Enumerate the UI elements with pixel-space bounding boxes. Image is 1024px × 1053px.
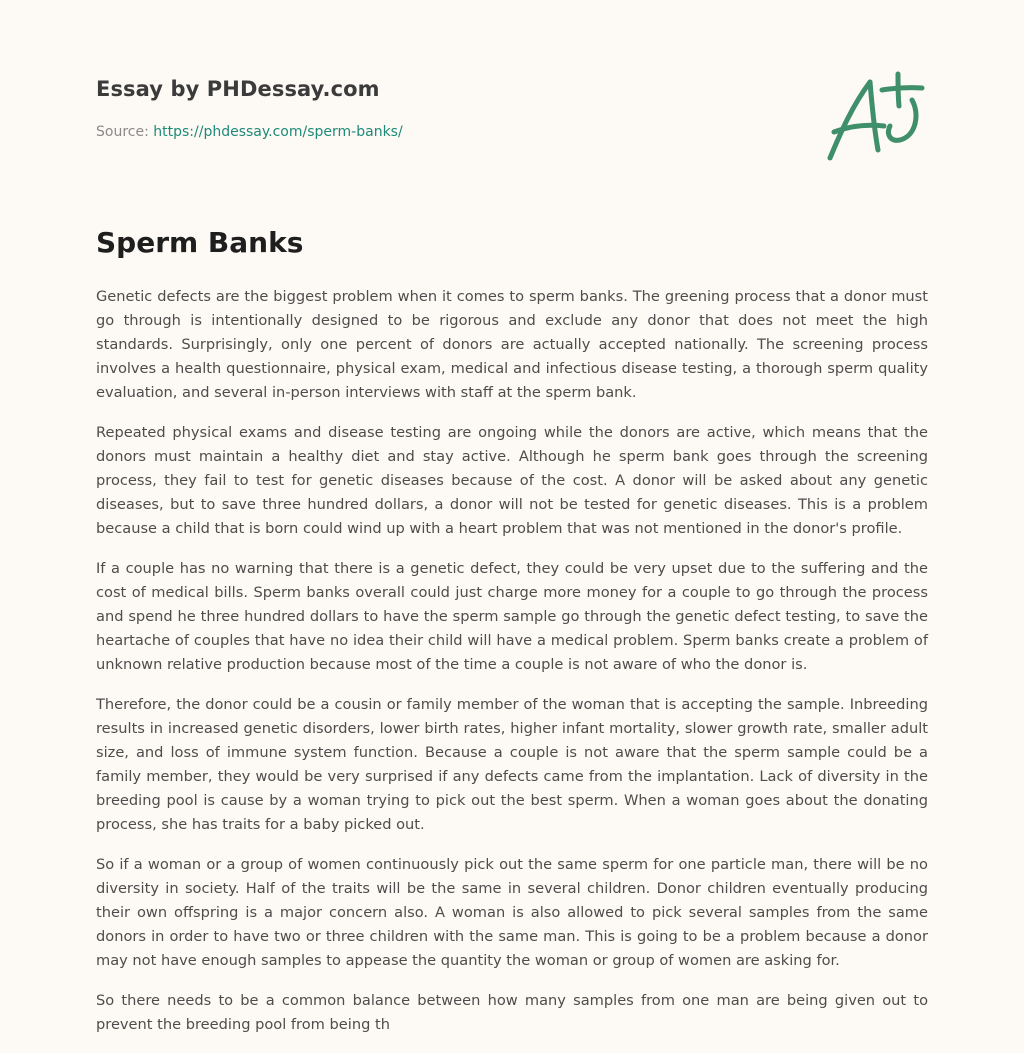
essay-paragraph: So there needs to be a common balance between how many samples from one man are being given out to prevent the breeding pool from being th <box>96 992 928 1033</box>
brand-title: Essay by PHDessay.com <box>96 77 380 101</box>
essay-paragraph: So if a woman or a group of women continuously pick out the same sperm for one particle man, there will be no diversity in society. Half of the traits will be the same in several children. Donor children eventually producing their own offspring is a major concern also. A woman is also allowed to pick several samples from the same donors in order to have two or three children with the same man. This is going to be a problem because a donor may not have enough samples to appease the quantity the woman or group of women are asking for. <box>96 856 928 969</box>
essay-paragraph: Genetic defects are the biggest problem when it comes to sperm banks. The greening process that a donor must go through is intentionally designed to be rigorous and exclude any donor that does not meet the high standards. Surprisingly, only one percent of donors are actually accepted nationally. The screening process involves a health questionnaire, physical exam, medical and infectious disease testing, a thorough sperm quality evaluation, and several in-person interviews with staff at the sperm bank. <box>96 288 928 401</box>
source-label: Source: <box>96 124 149 140</box>
essay-paragraph: Therefore, the donor could be a cousin or family member of the woman that is accepting the sample. Inbreeding results in increased genetic disorders, lower birth rates, higher infant mortality, slower growth rate, smaller adult size, and loss of immune system function. Because a couple is not aware that the sperm sample could be a family member, they would be very surprised if any defects came from the implantation. Lack of diversity in the breeding pool is cause by a woman trying to pick out the best sperm. When a woman goes about the donating process, she has traits for a baby picked out. <box>96 696 928 833</box>
essay-paragraph: If a couple has no warning that there is a genetic defect, they could be very upset due to the suffering and the cost of medical bills. Sperm banks overall could just charge more money for a couple to go through the process and spend he three hundred dollars to have the sperm sample go through the genetic defect testing, to save the heartache of couples that have no idea their child will have a medical problem. Sperm banks create a problem of unknown relative production because most of the time a couple is not aware of who the donor is. <box>96 560 928 673</box>
logo-strokes <box>830 74 922 158</box>
a-plus-grade-logo-icon <box>820 66 930 166</box>
source-link[interactable]: https://phdessay.com/sperm-banks/ <box>153 124 403 140</box>
essay-paragraph: Repeated physical exams and disease testing are ongoing while the donors are active, which means that the donors must maintain a healthy diet and stay active. Although he sperm bank goes through the screening process, they fail to test for genetic diseases because of the cost. A donor will be asked about any genetic diseases, but to save three hundred dollars, a donor will not be tested for genetic diseases. This is a problem because a child that is born could wind up with a heart problem that was not mentioned in the donor's profile. <box>96 424 928 537</box>
essay-title: Sperm Banks <box>96 226 304 259</box>
essay-body <box>96 285 928 1053</box>
source-line <box>96 124 403 140</box>
